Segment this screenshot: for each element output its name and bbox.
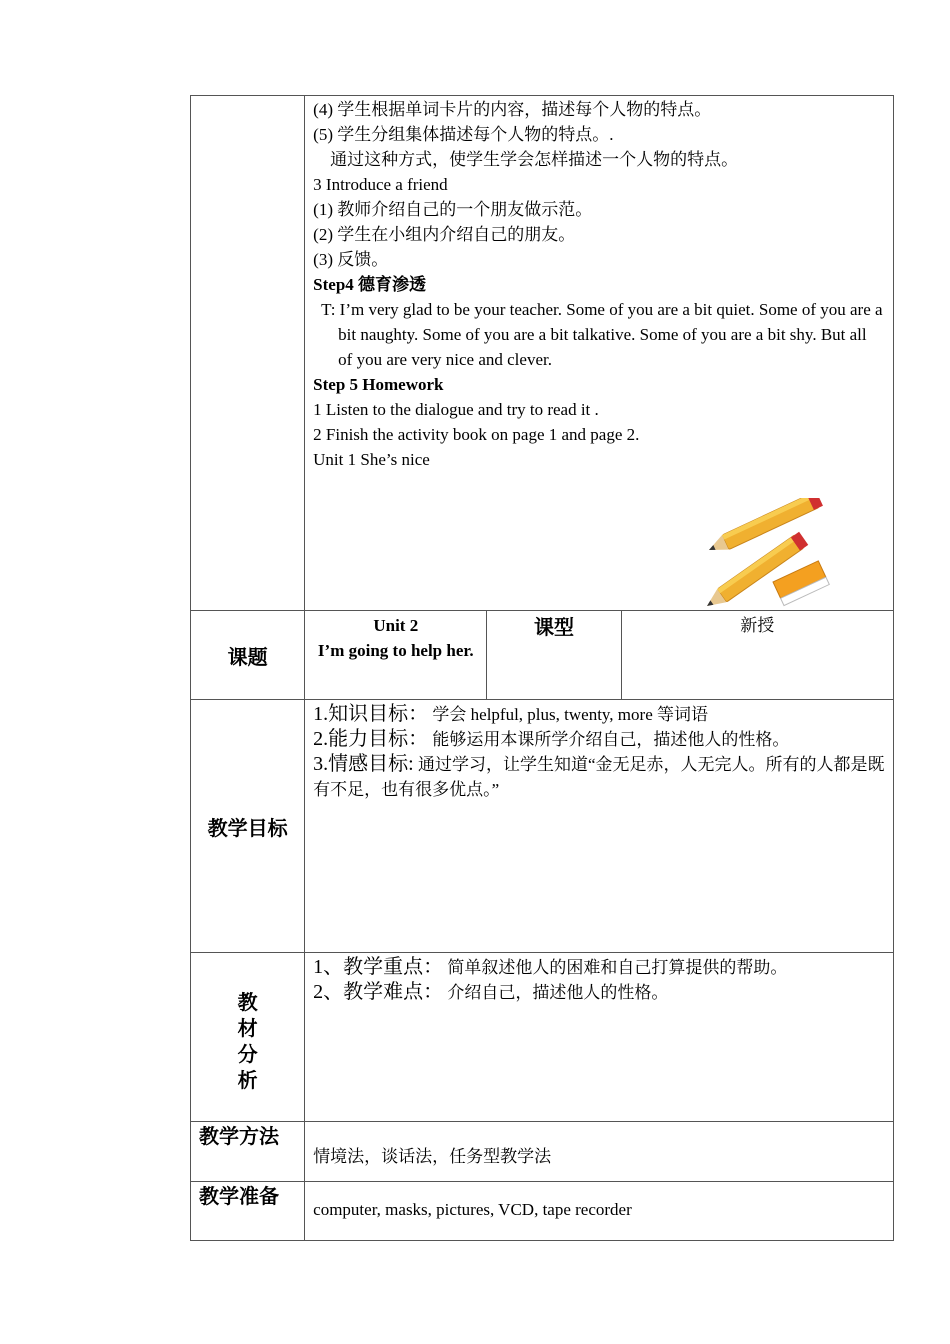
- procedure-line: 通过这种方式，使学生学会怎样描述一个人物的特点。: [313, 150, 739, 169]
- method-label-cell: [191, 1122, 305, 1182]
- procedure-line: (3) 反馈。: [313, 250, 389, 269]
- procedure-line: (1) 教师介绍自己的一个朋友做示范。: [313, 200, 593, 219]
- lesson-plan-table: [190, 95, 894, 1241]
- unit-name: I’m going to help her.: [317, 641, 474, 660]
- step4-text: T: I’m very glad to be your teacher. Some of you are a bit quiet. Some of you are a bit naughty. Some of you are a bit talkative. Some of you are a bit shy. But all of you are very nice and clever.: [321, 300, 883, 369]
- goal-emotion: [313, 752, 885, 802]
- goal-knowledge: [313, 702, 885, 727]
- difficult-point: [313, 980, 885, 1005]
- analysis-label: 教材分析: [237, 990, 258, 1092]
- title-row: [191, 611, 894, 700]
- procedure-line: (2) 学生在小组内介绍自己的朋友。: [313, 225, 576, 244]
- procedure-row: [191, 96, 894, 611]
- goal-text: 通过学习，让学生知道“金无足赤，人无完人。所有的人都是既有不足，也有很多优点。”: [313, 755, 885, 799]
- unit-note: Unit 1 She’s nice: [313, 450, 430, 469]
- goal-text: 能够运用本课所学介绍自己，描述他人的性格。: [428, 730, 790, 749]
- procedure-line: (4) 学生根据单词卡片的内容，描述每个人物的特点。: [313, 100, 712, 119]
- step5-heading: Step 5 Homework: [313, 375, 444, 394]
- type-value: 新授: [621, 611, 893, 700]
- homework-item: 1 Listen to the dialogue and try to read it .: [313, 400, 599, 419]
- goal-text: 学会 helpful, plus, twenty, more 等词语: [428, 705, 708, 724]
- prep-text: computer, masks, pictures, VCD, tape recorder: [313, 1200, 632, 1219]
- goal-prefix: 3.情感目标:: [313, 753, 414, 775]
- goals-label: 教学目标: [191, 700, 305, 953]
- procedure-line: 3 Introduce a friend: [313, 175, 448, 194]
- analysis-content-cell: [305, 953, 894, 1122]
- type-label: 课型: [487, 611, 621, 700]
- point-prefix: 1、教学重点：: [313, 956, 444, 978]
- procedure-line: (5) 学生分组集体描述每个人物的特点。.: [313, 125, 614, 144]
- procedure-label-cell: [191, 96, 305, 611]
- homework-item: 2 Finish the activity book on page 1 and page 2.: [313, 425, 640, 444]
- key-point: [313, 955, 885, 980]
- method-row: [191, 1122, 894, 1182]
- goal-ability: [313, 727, 885, 752]
- goals-row: [191, 700, 894, 953]
- method-content-cell: [305, 1122, 894, 1182]
- analysis-row: [191, 953, 894, 1122]
- unit-title-cell: [305, 611, 487, 700]
- procedure-content-cell: [305, 96, 894, 611]
- pencils-eraser-clipart: [701, 498, 831, 610]
- step4-heading: Step4 德育渗透: [313, 275, 427, 294]
- goal-prefix: 2.能力目标：: [313, 728, 429, 750]
- prep-label: 教学准备: [199, 1184, 279, 1208]
- goal-prefix: 1.知识目标：: [313, 703, 429, 725]
- unit-number: Unit 2: [373, 616, 419, 635]
- analysis-label-cell: [191, 953, 305, 1122]
- method-label: 教学方法: [199, 1124, 279, 1148]
- prep-content-cell: [305, 1182, 894, 1241]
- point-text: 介绍自己，描述他人的性格。: [443, 983, 669, 1002]
- goals-content-cell: [305, 700, 894, 953]
- prep-row: [191, 1182, 894, 1241]
- point-prefix: 2、教学难点：: [313, 981, 444, 1003]
- prep-label-cell: [191, 1182, 305, 1241]
- point-text: 简单叙述他人的困难和自己打算提供的帮助。: [443, 958, 788, 977]
- method-text: 情境法，谈话法，任务型教学法: [313, 1147, 552, 1166]
- title-label: 课题: [191, 611, 305, 700]
